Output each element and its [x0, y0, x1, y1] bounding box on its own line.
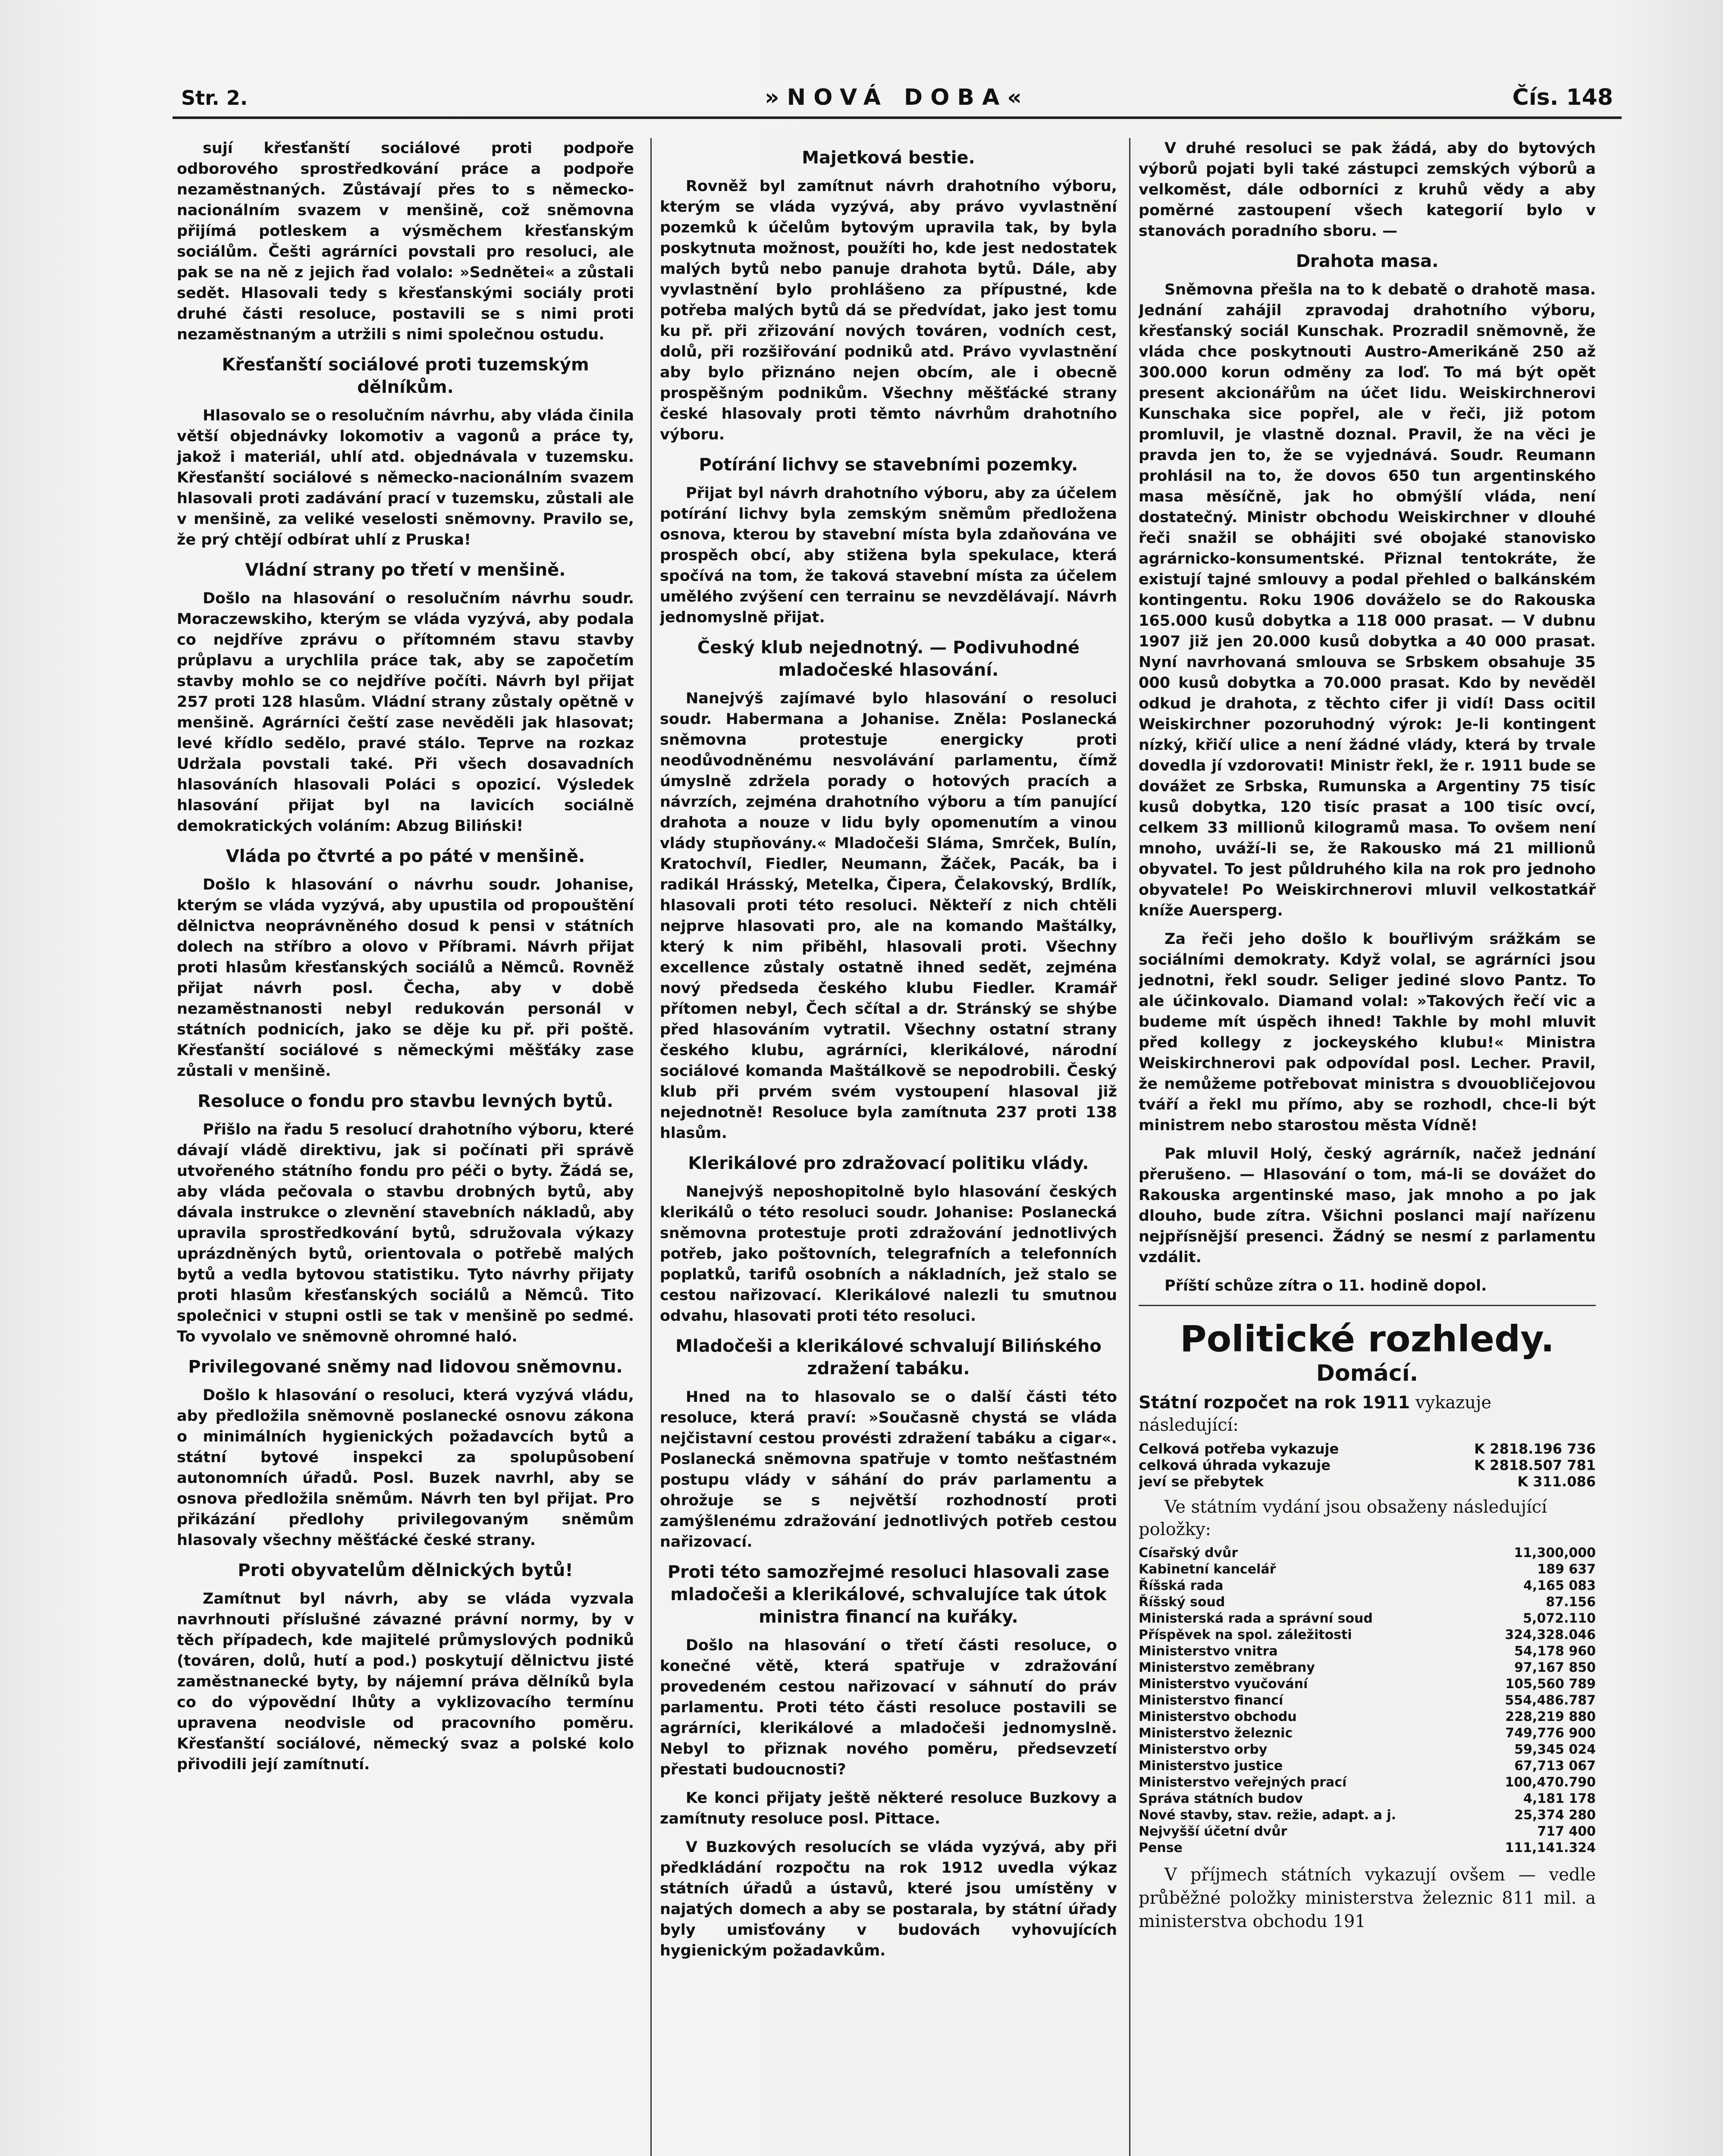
article-heading: Český klub nejednotný. — Podivuhodné mladočeské hlasování.: [697, 638, 1080, 680]
budget-row: [1139, 1457, 1596, 1473]
article-heading: Mladočeši a klerikálové schvalují Bilińského zdražení tabáku.: [675, 1336, 1102, 1379]
budget-value: 67,713 067: [1514, 1758, 1596, 1774]
budget-row: [1139, 1561, 1596, 1578]
article-paragraph: V druhé resoluci se pak žádá, aby do bytových výborů pojati byli také zástupci zemských výborů a velkoměst, dále odborníci z kruhů vědy a aby poměrné zastoupení všech kategorií bylo v stanovách poradního sboru. —: [1139, 140, 1596, 240]
article-paragraph: Došlo k hlasování o resoluci, která vyzývá vládu, aby předložila sněmovně poslanecké osnovu zákona o minimálních hygienických požadavcích bytů a státní bytové inspekci za spolupůsobení autonomních úřadů. Posl. Buzek navrhl, aby se osnova předložila sněmům. Návrh ten byl přijat. Pro přikázání předlohy privilegovaným sněmům hlasovaly všechny měšťácké české strany.: [177, 1387, 634, 1549]
budget-value: 97,167 850: [1514, 1660, 1596, 1675]
budget-row: [1139, 1840, 1596, 1856]
column-rule: [1129, 138, 1130, 2156]
budget-row: [1139, 1709, 1596, 1725]
page-number: Str. 2.: [181, 86, 248, 110]
budget-intro: [1139, 1391, 1596, 1436]
budget-label: Příspěvek na spol. záležitosti: [1139, 1627, 1352, 1642]
budget-value: 59,345 024: [1514, 1742, 1596, 1757]
budget-label: Správa státních budov: [1139, 1791, 1303, 1806]
budget-row: [1139, 1692, 1596, 1709]
budget-row: [1139, 1660, 1596, 1676]
budget-value: 749,776 900: [1505, 1726, 1596, 1741]
section-subtitle: Domácí.: [1316, 1360, 1419, 1386]
budget-value: 5,072.110: [1523, 1611, 1596, 1626]
budget-value: 111,141.324: [1505, 1840, 1596, 1855]
budget-value: 100,470.790: [1505, 1775, 1596, 1790]
budget-label: jeví se přebytek: [1139, 1473, 1264, 1490]
article-heading: Proti této samozřejmé resoluci hlasovali zase mladočeši a klerikálové, schvalujíce tak útok ministra financí na kuřáky.: [667, 1562, 1110, 1627]
budget-value: 87.156: [1546, 1595, 1596, 1610]
budget-label: Celková potřeba vykazuje: [1139, 1441, 1339, 1457]
budget-row: [1139, 1473, 1596, 1490]
budget-items-table: [1139, 1545, 1596, 1856]
article-paragraph: Přijat byl návrh drahotního výboru, aby za účelem potírání lichvy byla zemským sněmům předložena osnova, kterou by stavební místa byla zdaňována ve prospěch obcí, aby stižena byla spekulace, která spočívá na tom, že taková stavební místa za účelem umělého zvýšení cen terrainu se nevzdělávají. Návrh jednomyslně přijat.: [660, 485, 1117, 626]
budget-row: [1139, 1676, 1596, 1692]
budget-value: 189 637: [1537, 1562, 1596, 1577]
budget-value: K 311.086: [1517, 1473, 1596, 1490]
budget-row: [1139, 1594, 1596, 1611]
budget-label: Ministerstvo železnic: [1139, 1726, 1293, 1741]
budget-value: K 2818.507 781: [1474, 1457, 1596, 1473]
article-heading: Klerikálové pro zdražovací politiku vlády.: [688, 1153, 1089, 1173]
budget-summary-table: [1139, 1441, 1596, 1490]
article-paragraph: Přišlo na řadu 5 resolucí drahotního výboru, které dávají vládě direktivu, jak si počínati při správě utvořeného státního fondu pro péči o byty. Žádá se, aby vláda pečovala o stavbu drobných bytů, aby dávala instrukce o zlevnění stavebních nákladů, aby upravila sprostředkování bytů, sdružovala výkazy uprázdněných bytů, orientovala o potřebě malých bytů a vedla bytovou statistiku. Tyto návrhy přijaty proti hlasům křesťanských sociálů a Němců. Tito společnici v stupni ostli se tak v menšině po sedmé. To vyvolalo ve sněmovně ohromné haló.: [177, 1121, 634, 1345]
budget-value: 228,219 880: [1505, 1709, 1596, 1724]
budget-label: Císařský dvůr: [1139, 1545, 1238, 1561]
items-intro: Ve státním vydání jsou obsaženy následující položky:: [1139, 1497, 1547, 1539]
column-2: [660, 138, 1117, 2156]
budget-value: 105,560 789: [1505, 1677, 1596, 1692]
section-title: Politické rozhledy.: [1180, 1318, 1555, 1360]
budget-value: 54,178 960: [1514, 1644, 1596, 1659]
budget-label: Nové stavby, stav. režie, adapt. a j.: [1139, 1808, 1397, 1823]
article-heading: Vláda po čtvrté a po páté v menšině.: [226, 846, 585, 866]
budget-row: [1139, 1791, 1596, 1807]
budget-value: 4,181 178: [1523, 1791, 1596, 1806]
article-heading: Potírání lichvy se stavebními pozemky.: [699, 455, 1078, 475]
issue-number: Čís. 148: [1512, 85, 1613, 110]
budget-value: 4,165 083: [1523, 1578, 1596, 1593]
column-3: [1139, 138, 1596, 2156]
budget-label: Ministerská rada a správní soud: [1139, 1611, 1373, 1626]
budget-row: [1139, 1742, 1596, 1758]
budget-value: 717 400: [1537, 1824, 1596, 1839]
budget-label: Pense: [1139, 1840, 1183, 1855]
budget-label: celková úhrada vykazuje: [1139, 1457, 1331, 1473]
budget-label: Ministerstvo obchodu: [1139, 1709, 1297, 1724]
budget-row: [1139, 1441, 1596, 1457]
article-paragraph: Došlo k hlasování o návrhu soudr. Johanise, kterým se vláda vyzývá, aby upustila od propouštění dělnictva neoprávněného dosud k pensi v státních dolech na stříbro a olovo v Příbrami. Návrh přijat proti hlasům křesťanských sociálů a Němců. Rovněž přijat návrh posl. Čecha, aby v době nezaměstnanosti nebyl redukován personál v státních podnicích, jako se děje ku př. při poště. Křesťanští sociálové s německými měšťáky zase zůstali v menšině.: [177, 876, 634, 1080]
budget-row: [1139, 1627, 1596, 1643]
budget-heading: Státní rozpočet na rok 1911: [1139, 1393, 1410, 1413]
budget-row: [1139, 1824, 1596, 1840]
article-heading: Privilegované sněmy nad lidovou sněmovnu.: [188, 1357, 623, 1377]
article-paragraph: Došlo na hlasování o resolučním návrhu soudr. Moraczewskiho, kterým se vláda vyzývá, aby podala co nejdříve zprávu o přítomném stavu stavby průplavu a urychlila práce tak, aby se započetím stavby mohlo se co nejdříve počíti. Návrh byl přijat 257 proti 128 hlasům. Vládní strany zůstaly opětně v menšině. Agrárníci čeští zase nevěděli jak hlasovat; levé křídlo sedělo, pravé stálo. Teprve na rozkaz Udržala povstali také. Při všech dosavadních hlasováních hlasovali Poláci s opozicí. Výsledek hlasování přijat byl na lavicích sociálně demokratických voláním: Abzug Biliński!: [177, 590, 634, 835]
budget-label: Říšský soud: [1139, 1595, 1225, 1610]
budget-label: Nejvyšší účetní dvůr: [1139, 1824, 1287, 1839]
budget-label: Ministerstvo vnitra: [1139, 1644, 1278, 1659]
budget-row: [1139, 1545, 1596, 1561]
budget-value: K 2818.196 736: [1474, 1441, 1596, 1457]
article-paragraph: Pak mluvil Holý, český agrárník, načež jednání přerušeno. — Hlasování o tom, má-li se dovážet do Rakouska argentinské maso, jak mnoho a po jak dlouho, bude zítra. Všichni poslanci mají nařízenu nejpřísnější presenci. Žádný se nesmí z parlamentu vzdálit.: [1139, 1145, 1596, 1266]
article-paragraph: Nanejvýš zajímavé bylo hlasování o resoluci soudr. Habermana a Johanise. Zněla: Poslanecká sněmovna protestuje energicky proti neodůvodněnému nesvolávání parlamentu, čímž úmyslně zdržela porady o hotových pracích a návrzích, zejména drahotního výboru a tím panující drahota a nouze v lidu byly opomenutím a vinou vlády stupňovány.« Mladočeši Sláma, Smrček, Bulín, Kratochvíl, Fiedler, Neumann, Žáček, Pacák, ba i radikál Hrásský, Metelka, Čipera, Čelakovský, Brdlík, hlasovali proti této resoluci. Někteří z nich chtěli nejprve hlasovati pro, ale na komando Maštálky, který k nim přiběhl, hlasovali proti. Všechny excellence zůstaly ostatně ihned sedět, zejména nový předseda českého klubu Fiedler. Kramář přítomen nebyl, Čech sčítal a dr. Stránský se shýbe před hlasováním vytratil. Všechny ostatní strany českého klubu, agrárníci, klerikálové, národní sociálové komanda Maštálkově se nepodrobili. Český klub při prvém svém vystoupení hlasoval již nejednotně! Resoluce byla zamítnuta 237 proti 138 hlasům.: [660, 690, 1117, 1142]
column-1: [177, 138, 634, 2156]
budget-intro-text: vykazuje následující:: [1139, 1393, 1492, 1435]
column-rule: [650, 138, 652, 2156]
article-paragraph: Za řeči jeho došlo k bouřlivým srážkám se sociálními demokraty. Když volal, se agrárníci jsou jednotni, řekl soudr. Seliger jediné slovo Pantz. To ale účinkovalo. Diamand volal: »Takových řečí vic a budeme mít úspěch ihned! Takhle by mohl mluvit před kollegy z jockeyského klubu!« Ministra Weiskirchnerovi pak odpovídal posl. Lecher. Pravil, že nemůžeme potřebovat ministra s dvouobličejovou tváří a řekl mu přímo, aby se rozhodl, chce-li být ministrem nebo starostou města Vídně!: [1139, 931, 1596, 1134]
budget-label: Kabinetní kancelář: [1139, 1562, 1276, 1577]
article-paragraph: Sněmovna přešla na to k debatě o drahotě masa. Jednání zahájil zpravodaj drahotního výboru, křesťanský sociál Kunschak. Prozradil sněmovně, že vláda chce poskytnouti Austro-Amerikáně 250 až 300.000 korun odměny za loď. To má být opět present akcionářům na účet lidu. Weiskirchnerovi Kunschaka sice popřel, ale v řeči, již potom promluvil, je vlastně doznal. Pravil, že na věci je pravda jen to, že se vyjednává. Soudr. Reumann prohlásil na to, že dovos 650 tun argentinského masa měsíčně, jak ho obmýšlí vláda, není dostatečný. Ministr obchodu Weiskirchner v dlouhé řeči snažil se obhájiti své obojaké stanovisko agrárnicko-konsumentské. Přiznal tentokráte, že existují tajné smlouvy a podal přehled o balkánském kontingentu. Roku 1906 dováželo se do Rakouska 165.000 kusů dobytka a 118 000 prasat. — V dubnu 1907 již jen 20.000 kusů dobytka a 40 000 prasat. Nyní navrhovaná smlouva se Srbskem obsahuje 35 000 kusů dobytka a 70.000 prasat. Kdo by nevěděl odkud je drahota, z těchto cifer ji vidí! Dass ocitil Weiskirchner pozoruhodný výrok: Je-li kontingent nízký, křičí ulice a není žádné vlády, která by trvale dovedla jí vzdorovati! Ministr řekl, že r. 1911 bude se dovážet ze Srbska, Rumunska a Argentiny 75 tisíc kusů dobytka, 120 tisíc prasat a 100 tisíc ovcí, celkem 33 millionů kilogramů masa. To ovšem není mnoho, uváží-li se, že Rakousko má 21 millionů obyvatel. To jest půldruhého kila na rok pro jednoho obyvatele! Po Weiskirchnerovi mluvil velkostatkář kníže Auersperg.: [1139, 281, 1596, 919]
article-heading: Drahota masa.: [1296, 251, 1439, 271]
article-paragraph: Hned na to hlasovalo se o další části této resoluce, která praví: »Současně chystá se vláda nejčistavní cestou provésti zdražení tabáku a cigar«. Poslanecká sněmovna spatřuje v tomto nešťastném postupu vlády v sáhání do práv parlamentu a ohrožuje se s největší rozhodností proti zamýšlenému zdražování jednotlivých potřeb cestou nařizovací.: [660, 1388, 1117, 1551]
article-paragraph: Nanejvýš neposhopitolně bylo hlasování českých klerikálů o této resoluci soudr. Johanise: Poslanecká sněmovna protestuje proti zdražování jednotlivých potřeb, jako poštovních, telegrafních a telefonních poplatků, tarifů osobních a nákladních, jež stalo se cestou nařizovací. Klerikálové nalezli tu smutnou odvahu, hlasovati proti této resoluci.: [660, 1183, 1117, 1325]
article-heading: Vládní strany po třetí v menšině.: [245, 560, 566, 580]
article-paragraph: Hlasovalo se o resolučním návrhu, aby vláda činila větší objednávky lokomotiv a vagonů a práce ty, jakož i materiál, uhlí atd. objednávala v tuzemsku. Křesťanští sociálové s německo-nacionálním svazem hlasovali proti zadávání prací v tuzemsku, zůstali ale v menšině, za veliké veselosti sněmovny. Pravilo se, že prý chtějí odbírat uhlí z Pruska!: [177, 407, 634, 548]
budget-row: [1139, 1578, 1596, 1594]
budget-label: Ministerstvo orby: [1139, 1742, 1268, 1757]
budget-value: 25,374 280: [1514, 1808, 1596, 1823]
article-paragraph: Došlo na hlasování o třetí části resoluce, o konečné větě, která spatřuje v zdražování provedeném cestou nařizovací v sáhnutí do práv parlamentu. Proti této části resoluce postavili se agrárníci, klerikálové a mladočeši jednomyslně. Nebyl to přiznak nového poměru, předsevzetí přestati budoucnosti?: [660, 1637, 1117, 1778]
article-heading: Majetková bestie.: [802, 148, 975, 168]
article-paragraph: Rovněž byl zamítnut návrh drahotního výboru, kterým se vláda vyzývá, aby právo vyvlastnění pozemků k účelům bytovým upravila tak, by byla poskytnuta možnost, použíti ho, kde jest nedostatek malých bytů nebo panuje drahota bytů. Dále, aby vyvlastnění bylo prohlášeno za přípustné, kde potřeba malých bytů dá se předvídat, jako jest tomu ku př. při zřizování nových továren, vodních cest, dolů, při rozšiřování podniků atd. Právo vyvlastnění aby bylo přiznáno nejen obcím, ale i obecně prospěšným podnikům. Všechny měšťácké strany české hlasovaly proti těmto návrhům drahotního výboru.: [660, 178, 1117, 443]
article-paragraph: Zamítnut byl návrh, aby se vláda vyzvala navrhnouti příslušné závazné právní normy, by v těch případech, kde majitelé průmyslových podniků (továren, dolů, hutí a pod.) poskytují dělnictvu jisté zaměstnanecké byty, by nájemní práva dělníků byla co do výpovědní lhůty a vyklizovacího termínu upravena neodvisle od pracovního poměru. Křesťanští sociálové, německý svaz a polské kolo přivodili její zamítnutí.: [177, 1590, 634, 1773]
article-heading: Proti obyvatelům dělnických bytů!: [238, 1561, 573, 1580]
section-divider: [1139, 1305, 1596, 1306]
budget-label: Říšská rada: [1139, 1578, 1224, 1593]
article-paragraph: V Buzkových resolucích se vláda vyzývá, aby při předkládání rozpočtu na rok 1912 uvedla výkaz státních úřadů a ústavů, které jsou umístěny v najatých domech a aby se postarala, by státní úřady byly umisťovány v budovách vyhovujících hygienickým požadavkům.: [660, 1839, 1117, 1959]
budget-value: 11,300,000: [1514, 1545, 1596, 1561]
budget-row: [1139, 1758, 1596, 1774]
article-heading: Křesťanští sociálové proti tuzemským dělníkům.: [222, 355, 589, 397]
newspaper-title: »NOVÁ DOBA«: [765, 85, 1029, 110]
budget-after-text: V příjmech státních vykazují ovšem — vedle průběžné položky ministerstva železnic 811 mil. a ministerstva obchodu 191: [1139, 1865, 1596, 1931]
article-heading: Resoluce o fondu pro stavbu levných bytů.: [198, 1091, 613, 1111]
budget-row: [1139, 1774, 1596, 1791]
page-header: [173, 78, 1622, 119]
budget-label: Ministerstvo financí: [1139, 1693, 1284, 1708]
budget-row: [1139, 1807, 1596, 1824]
budget-value: 324,328.046: [1505, 1627, 1596, 1642]
budget-label: Ministerstvo zeměbrany: [1139, 1660, 1315, 1675]
article-paragraph: Příští schůze zítra o 11. hodině dopol.: [1164, 1277, 1487, 1294]
budget-value: 554,486.787: [1505, 1693, 1596, 1708]
budget-label: Ministerstvo justice: [1139, 1758, 1283, 1774]
budget-row: [1139, 1611, 1596, 1627]
budget-label: Ministerstvo vyučování: [1139, 1677, 1308, 1692]
budget-label: Ministerstvo veřejných prací: [1139, 1775, 1347, 1790]
budget-row: [1139, 1725, 1596, 1742]
article-paragraph: Ke konci přijaty ještě některé resoluce Buzkovy a zamítnuty resoluce posl. Pittace.: [660, 1789, 1117, 1827]
budget-row: [1139, 1643, 1596, 1660]
article-paragraph: sují křesťanští sociálové proti podpoře odborového sprostředkování práce a podpoře nezaměstnaných. Zůstávají přes to s německo-nacionálním svazem v menšině, což sněmovna přijímá potleskem a výsměchem křesťanským sociálům. Češti agrárníci povstali pro resoluci, ale pak se na ně z jejich řad volalo: »Sednětei« a zůstali sedět. Hlasovali tedy s křesťanskými sociály proti druhé části resoluce, postavili se s nimi proti nezaměstnaným a utržili s nimi společnou ostudu.: [177, 140, 634, 343]
